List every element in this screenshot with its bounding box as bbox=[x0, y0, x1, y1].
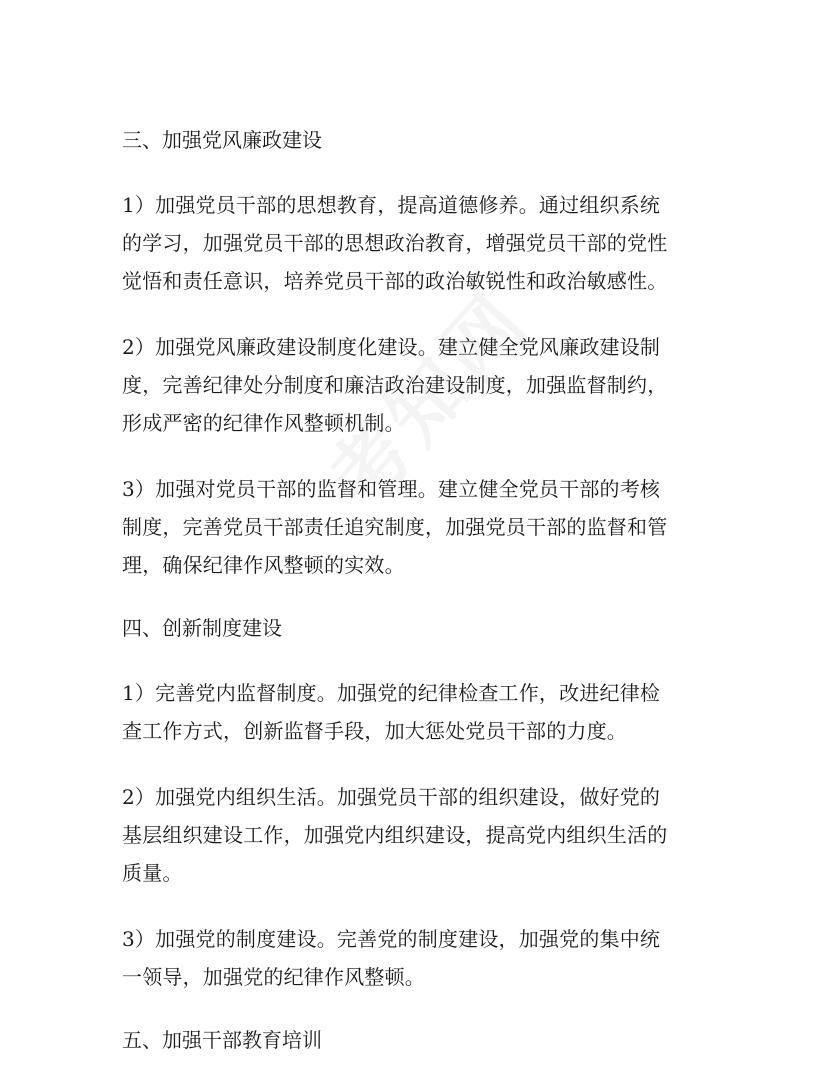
text-line: 2）加强党内组织生活。加强党员干部的组织建设，做好党的 bbox=[122, 785, 661, 809]
text-line: 的学习，加强党员干部的思想政治教育，增强党员干部的党性 bbox=[122, 231, 668, 255]
text-line: 基层组织建设工作，加强党内组织建设，提高党内组织生活的 bbox=[122, 823, 668, 847]
text-line: 3）加强对党员干部的监督和管理。建立健全党员干部的考核 bbox=[122, 477, 661, 501]
text-line: 2）加强党风廉政建设制度化建设。建立健全党风廉政建设制 bbox=[122, 335, 661, 359]
text-line: 理，确保纪律作风整顿的实效。 bbox=[122, 553, 405, 577]
paragraph bbox=[122, 470, 712, 584]
text-line: 查工作方式，创新监督手段，加大惩处党员干部的力度。 bbox=[122, 719, 627, 743]
paragraph bbox=[122, 920, 712, 996]
text-line: 1）完善党内监督制度。加强党的纪律检查工作，改进纪律检 bbox=[122, 681, 661, 705]
text-line: 3）加强党的制度建设。完善党的制度建设，加强党的集中统 bbox=[122, 927, 661, 951]
paragraph bbox=[122, 186, 712, 300]
section-heading: 四、创新制度建设 bbox=[122, 616, 282, 640]
text-line: 质量。 bbox=[122, 861, 183, 885]
text-line: 度，完善纪律处分制度和廉洁政治建设制度，加强监督制约， bbox=[122, 373, 668, 397]
paragraph bbox=[122, 778, 712, 892]
text-line: 1）加强党员干部的思想教育，提高道德修养。通过组织系统 bbox=[122, 193, 661, 217]
text-line: 觉悟和责任意识，培养党员干部的政治敏锐性和政治敏感性。 bbox=[122, 269, 668, 293]
text-line: 形成严密的纪律作风整顿机制。 bbox=[122, 411, 405, 435]
section-heading: 三、加强党风廉政建设 bbox=[122, 128, 322, 152]
paragraph bbox=[122, 328, 712, 442]
text-line: 一领导，加强党的纪律作风整顿。 bbox=[122, 965, 425, 989]
text-line: 制度，完善党员干部责任追究制度，加强党员干部的监督和管 bbox=[122, 515, 668, 539]
document-body bbox=[122, 124, 712, 1086]
section-heading: 五、加强干部教育培训 bbox=[122, 1028, 322, 1052]
paragraph bbox=[122, 674, 712, 750]
